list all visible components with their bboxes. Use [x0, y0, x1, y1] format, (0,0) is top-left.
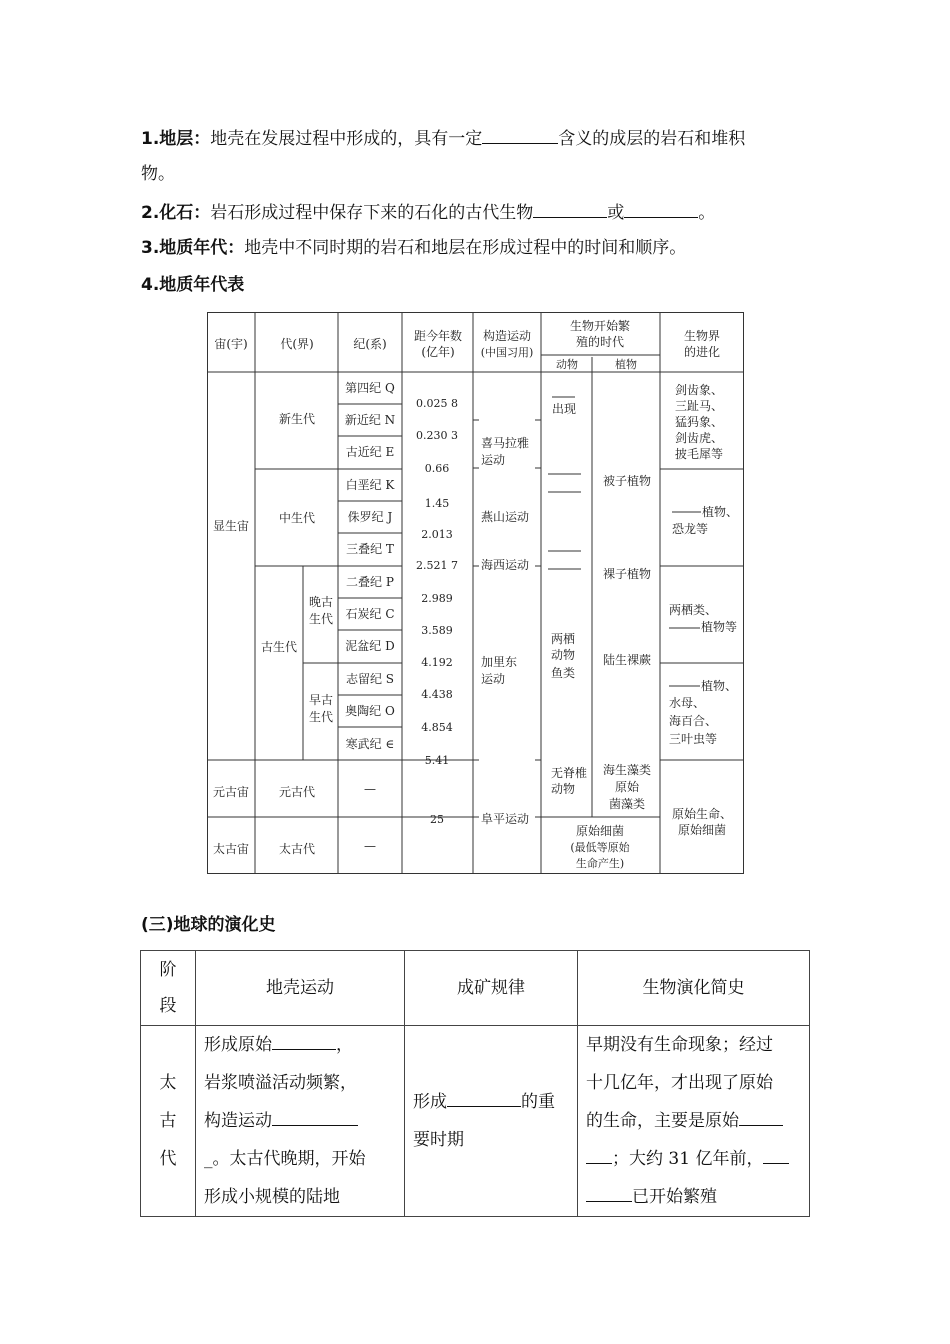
- item-2-text-mid: 或: [607, 203, 625, 223]
- animal-appear: 出现: [552, 402, 577, 416]
- evo-early-paleo-1: 水母、: [669, 696, 706, 710]
- evo-early-paleo-2: 海百合、: [669, 714, 718, 728]
- hdr-animal: 动物: [556, 358, 578, 371]
- mineral-blank[interactable]: [447, 1088, 521, 1107]
- period-6: 二叠纪 P: [346, 575, 394, 589]
- eon-archean: 太古宙: [212, 842, 250, 856]
- era-proterozoic: 元古代: [278, 785, 316, 799]
- orogeny-hercynian: 海西运动: [481, 558, 530, 572]
- item-2-line: [141, 199, 715, 225]
- hdr-bloom-1: 生物开始繁: [569, 319, 631, 333]
- age-6: 2.989: [421, 592, 453, 605]
- th-crust: 地壳运动: [196, 951, 405, 1026]
- period-10: 奥陶纪 O: [345, 704, 395, 718]
- animal-invert-1: 无脊椎: [551, 766, 588, 780]
- period-7: 石炭纪 C: [345, 607, 395, 621]
- bio-4: ；大约 31 亿年前，: [612, 1149, 764, 1169]
- plant-algae-2: 原始: [614, 780, 640, 794]
- age-3: 1.45: [424, 497, 450, 510]
- item-2-blank-2[interactable]: [624, 199, 698, 218]
- era-late-paleo-1: 晚古: [308, 595, 334, 609]
- age-10: 4.854: [421, 721, 453, 734]
- item-2-text-a: 岩石形成过程中保存下来的石化的古代生物: [210, 203, 534, 223]
- item-4-line: [141, 273, 244, 297]
- hdr-age-2: (亿年): [421, 345, 455, 359]
- item-1-line-2: [141, 162, 175, 186]
- era-early-paleo-1: 早古: [308, 693, 334, 707]
- age-0: 0.025 8: [416, 397, 458, 410]
- geologic-time-table-svg: [207, 312, 744, 874]
- orogeny-caledonian-2: 运动: [481, 672, 506, 686]
- evolution-table-row-archean: [141, 1026, 810, 1217]
- geologic-time-table: [207, 312, 744, 874]
- evo-meso-0: 植物、: [702, 505, 739, 519]
- cell-bio: [578, 1026, 810, 1217]
- age-11: 5.41: [424, 754, 450, 767]
- item-1-term: 地层：: [159, 129, 211, 149]
- section-3-heading: [141, 913, 276, 937]
- item-2-num: 2.: [141, 203, 160, 223]
- th-stage-2: 段: [159, 996, 177, 1016]
- orogeny-himalaya-1: 喜马拉雅: [481, 436, 530, 450]
- evo-ceno-1: 三趾马、: [675, 399, 724, 413]
- evo-late-paleo-0: 两栖类、: [669, 603, 718, 617]
- hdr-plant: 植物: [615, 358, 637, 371]
- era-cenozoic: 新生代: [278, 412, 316, 426]
- era-mesozoic: 中生代: [278, 511, 316, 525]
- evo-ceno-0: 剑齿象、: [675, 383, 724, 397]
- plant-angio: 被子植物: [602, 474, 652, 488]
- bio-blank-1[interactable]: [739, 1107, 783, 1126]
- bio-blank-1b[interactable]: [586, 1145, 612, 1164]
- crust-blank-1[interactable]: [272, 1031, 336, 1050]
- age-4: 2.013: [421, 528, 453, 541]
- age-9: 4.438: [421, 688, 453, 701]
- crust-5: 形成小规模的陆地: [204, 1187, 340, 1207]
- crust-1: 形成原始: [204, 1035, 272, 1055]
- era-early-paleo-2: 生代: [308, 710, 334, 724]
- item-3-term: 地质年代：: [159, 238, 245, 258]
- evo-meso-1: 恐龙等: [672, 522, 709, 536]
- hdr-evo-1: 生物界: [683, 329, 721, 343]
- th-bio: 生物演化简史: [578, 951, 810, 1026]
- era-archean: 太古代: [278, 842, 316, 856]
- crust-4: _。太古代晚期，开始: [204, 1149, 366, 1169]
- stage-char-1: 古: [159, 1111, 177, 1131]
- stage-char-0: 太: [159, 1073, 177, 1093]
- plant-algae-3: 菌藻类: [608, 797, 646, 811]
- period-1: 新近纪 N: [344, 413, 396, 427]
- stage-char-2: 代: [159, 1149, 177, 1169]
- item-4-num: 4.: [141, 275, 160, 295]
- item-4-term: 地质年代表: [159, 275, 245, 295]
- age-12: 25: [430, 813, 444, 826]
- mineral-1: 形成: [413, 1092, 447, 1112]
- period-8: 泥盆纪 D: [345, 639, 395, 653]
- mineral-2: 要时期: [413, 1130, 464, 1150]
- plant-fern: 陆生裸蕨: [602, 653, 652, 667]
- bio-3: 的生命，主要是原始: [586, 1111, 739, 1131]
- period-0: 第四纪 Q: [345, 381, 395, 395]
- th-stage: [141, 951, 196, 1026]
- item-1-line-1: [141, 125, 745, 151]
- evo-early-paleo-3: 三叶虫等: [669, 732, 718, 746]
- evo-ceno-4: 披毛犀等: [675, 447, 724, 461]
- orogeny-caledonian-1: 加里东: [481, 655, 518, 669]
- th-mineral: 成矿规律: [405, 951, 578, 1026]
- bacteria-2: (最低等原始: [570, 841, 630, 854]
- hdr-age-1: 距今年数: [413, 329, 463, 343]
- bacteria-3: 生命产生): [575, 857, 625, 870]
- evo-early-paleo-0: 植物、: [701, 679, 738, 693]
- hdr-era: 代(界): [280, 337, 314, 351]
- period-2: 古近纪 E: [345, 445, 395, 459]
- item-2-blank-1[interactable]: [533, 199, 607, 218]
- age-2: 0.66: [424, 462, 450, 475]
- item-1-text-b: 含义的成层的岩石和堆积: [558, 129, 746, 149]
- era-paleozoic: 古生代: [260, 640, 298, 654]
- crust-2: 岩浆喷溢活动频繁，: [204, 1073, 357, 1093]
- age-8: 4.192: [421, 656, 453, 669]
- hdr-evo-2: 的进化: [683, 345, 721, 359]
- period-dash-2: —: [364, 839, 376, 853]
- item-1-text-c: 物。: [141, 164, 175, 184]
- period-3: 白垩纪 K: [345, 478, 395, 492]
- orogeny-fuping: 阜平运动: [481, 812, 530, 826]
- evo-ceno-2: 猛犸象、: [675, 415, 724, 429]
- eon-phanerozoic: 显生宙: [212, 519, 250, 533]
- eon-proterozoic: 元古宙: [212, 785, 250, 799]
- plant-algae-1: 海生藻类: [602, 763, 652, 777]
- th-stage-1: 阶: [159, 960, 177, 980]
- animal-invert-2: 动物: [551, 782, 576, 796]
- hdr-period: 纪(系): [353, 337, 387, 351]
- cell-mineral: [405, 1026, 578, 1217]
- cell-crust: [196, 1026, 405, 1217]
- mineral-1b: 的重: [521, 1092, 555, 1112]
- bacteria-1: 原始细菌: [575, 824, 625, 838]
- item-1-blank[interactable]: [482, 125, 558, 144]
- item-3-text-a: 地壳中不同时期的岩石和地层在形成过程中的时间和顺序。: [244, 238, 687, 258]
- period-11: 寒武纪 ∈: [345, 737, 395, 751]
- plant-gymno: 裸子植物: [602, 567, 652, 581]
- item-1-num: 1.: [141, 129, 160, 149]
- animal-amph-2: 动物: [551, 648, 576, 662]
- period-9: 志留纪 S: [345, 672, 395, 686]
- item-3-line: [141, 236, 686, 260]
- orogeny-himalaya-2: 运动: [481, 453, 506, 467]
- item-2-term: 化石：: [159, 203, 211, 223]
- item-2-text-end: 。: [698, 203, 716, 223]
- crust-blank-2[interactable]: [272, 1107, 358, 1126]
- evo-ceno-3: 剑齿虎、: [675, 431, 724, 445]
- era-late-paleo-2: 生代: [308, 612, 334, 626]
- evo-late-paleo-1: 植物等: [701, 620, 738, 634]
- bio-2: 十几亿年，才出现了原始: [586, 1073, 773, 1093]
- period-5: 三叠纪 T: [346, 542, 394, 556]
- orogeny-yanshan: 燕山运动: [481, 510, 530, 524]
- age-7: 3.589: [421, 624, 453, 637]
- evolution-table-header-row: [141, 951, 810, 1026]
- evo-pre-1: 原始细菌: [677, 823, 727, 837]
- animal-fish: 鱼类: [551, 666, 576, 680]
- bio-5: 已开始繁殖: [632, 1187, 717, 1207]
- hdr-orogeny-2: (中国习用): [480, 346, 534, 359]
- crust-3: 构造运动: [204, 1111, 272, 1131]
- period-4: 侏罗纪 J: [347, 510, 393, 524]
- bio-blank-2b[interactable]: [586, 1183, 632, 1202]
- period-dash-1: —: [364, 782, 376, 796]
- animal-amph-1: 两栖: [551, 632, 576, 646]
- hdr-eon: 宙(宇): [214, 337, 248, 351]
- bio-1: 早期没有生命现象；经过: [586, 1035, 773, 1055]
- section-3-title: (三)地球的演化史: [141, 915, 276, 935]
- item-3-num: 3.: [141, 238, 160, 258]
- hdr-orogeny-1: 构造运动: [482, 329, 532, 343]
- age-1: 0.230 3: [416, 429, 458, 442]
- hdr-bloom-2: 殖的时代: [575, 335, 625, 349]
- crust-1b: ，: [336, 1035, 353, 1055]
- age-5: 2.521 7: [416, 559, 458, 572]
- bio-blank-2[interactable]: [763, 1145, 789, 1164]
- cell-stage: [141, 1026, 196, 1217]
- item-1-text-a: 地壳在发展过程中形成的，具有一定: [210, 129, 483, 149]
- evolution-table: [140, 950, 810, 1217]
- evo-pre-0: 原始生命、: [671, 807, 733, 821]
